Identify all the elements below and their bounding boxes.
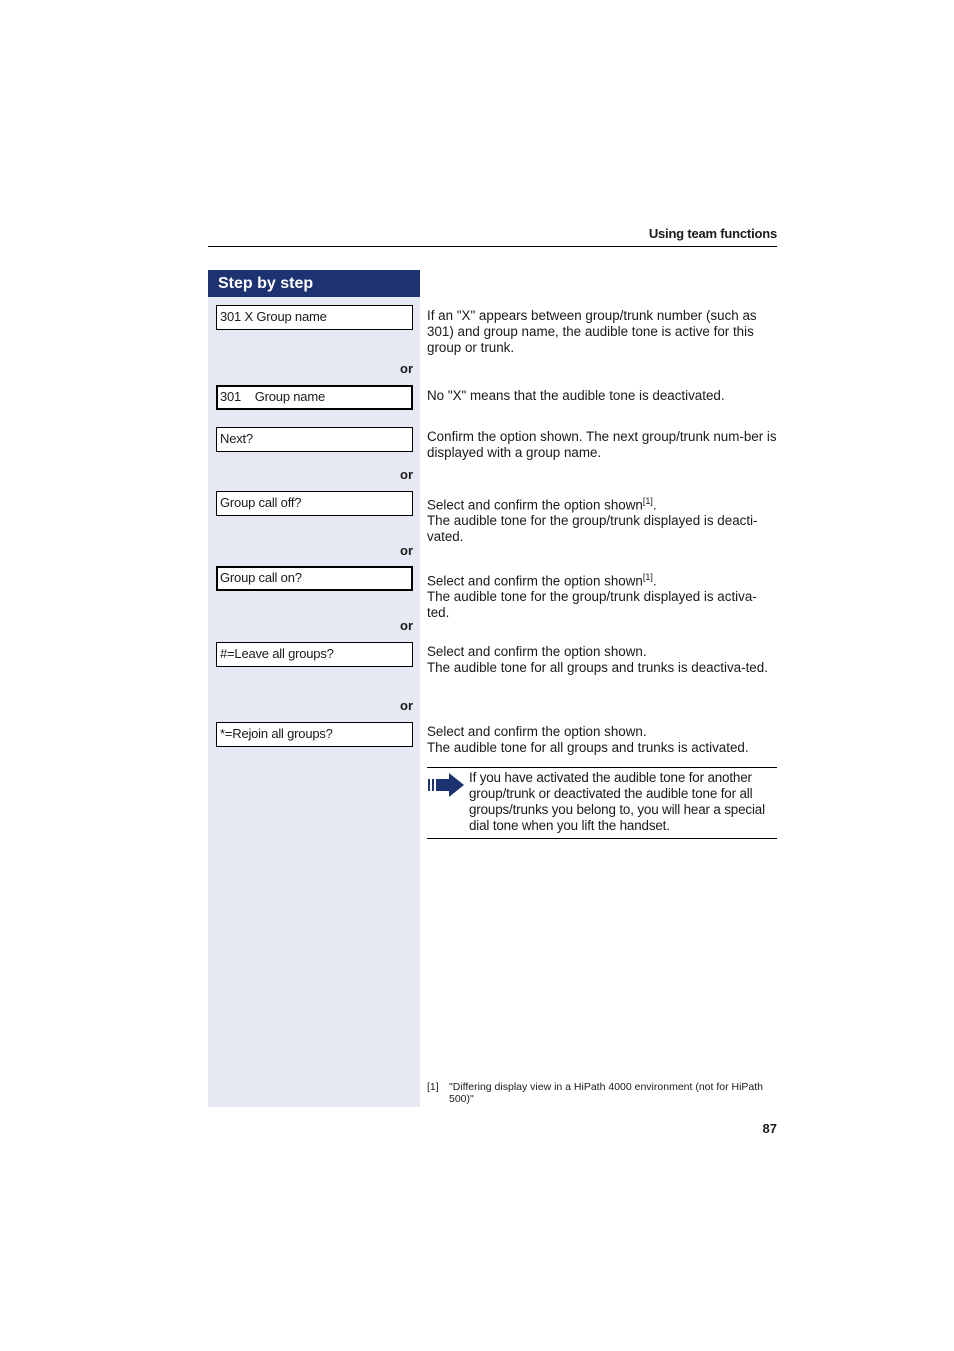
footnote-marker: [1] — [427, 1081, 439, 1093]
step-text: No "X" means that the audible tone is deactivated. — [427, 388, 725, 403]
display-group-active: 301 X Group name — [216, 305, 413, 330]
display-leave-all-groups: #=Leave all groups? — [216, 642, 413, 667]
step-text-detail: The audible tone for the group/trunk displayed is deacti-vated. — [427, 513, 758, 545]
step-text-main: Select and confirm the option shown — [427, 497, 643, 513]
step-text-period: . — [652, 497, 657, 513]
step-text — [427, 644, 779, 676]
display-group-call-on: Group call on? — [216, 566, 413, 591]
footnote-ref: [1] — [642, 496, 653, 506]
display-rejoin-all-groups: *=Rejoin all groups? — [216, 722, 413, 747]
note-rule-top — [427, 767, 777, 768]
sidebar-title: Step by step — [208, 270, 420, 297]
page-number: 87 — [762, 1121, 777, 1136]
step-text: If an "X" appears between group/trunk number (such as 301) and group name, the audible tone is active for this group or trunk. — [427, 308, 757, 355]
step-text: Confirm the option shown. The next group/trunk num-ber is displayed with a group name. — [427, 429, 777, 460]
note-text: If you have activated the audible tone for another group/trunk or deactivated the audible tone for all groups/trunks you belong to, you will hear a special dial tone when you lift the handset. — [469, 770, 765, 833]
step-text — [427, 493, 779, 545]
or-label: or — [400, 618, 413, 633]
note-arrow-icon — [427, 773, 465, 797]
display-group-call-off: Group call off? — [216, 491, 413, 516]
step-text-period: . — [652, 573, 657, 589]
footnote-text: "Differing display view in a HiPath 4000 environment (not for HiPath 500)" — [449, 1081, 764, 1105]
display-group-inactive: 301 Group name — [216, 385, 413, 410]
step-text-main: Select and confirm the option shown. — [427, 724, 647, 739]
or-label: or — [400, 361, 413, 376]
note-rule-bottom — [427, 838, 777, 839]
step-text-main: Select and confirm the option shown — [427, 573, 643, 589]
or-label: or — [400, 467, 413, 482]
step-text-main: Select and confirm the option shown. — [427, 644, 647, 659]
display-next: Next? — [216, 427, 413, 452]
header-rule — [208, 246, 777, 247]
or-label: or — [400, 698, 413, 713]
or-label: or — [400, 543, 413, 558]
step-text-detail: The audible tone for all groups and trunks is activated. — [427, 740, 749, 755]
footnote-ref: [1] — [642, 572, 653, 582]
section-title: Using team functions — [648, 226, 777, 241]
step-text-detail: The audible tone for all groups and trunks is deactiva-ted. — [427, 660, 768, 675]
step-text — [427, 569, 779, 621]
step-text — [427, 724, 779, 756]
step-text-detail: The audible tone for the group/trunk displayed is activa-ted. — [427, 589, 757, 621]
